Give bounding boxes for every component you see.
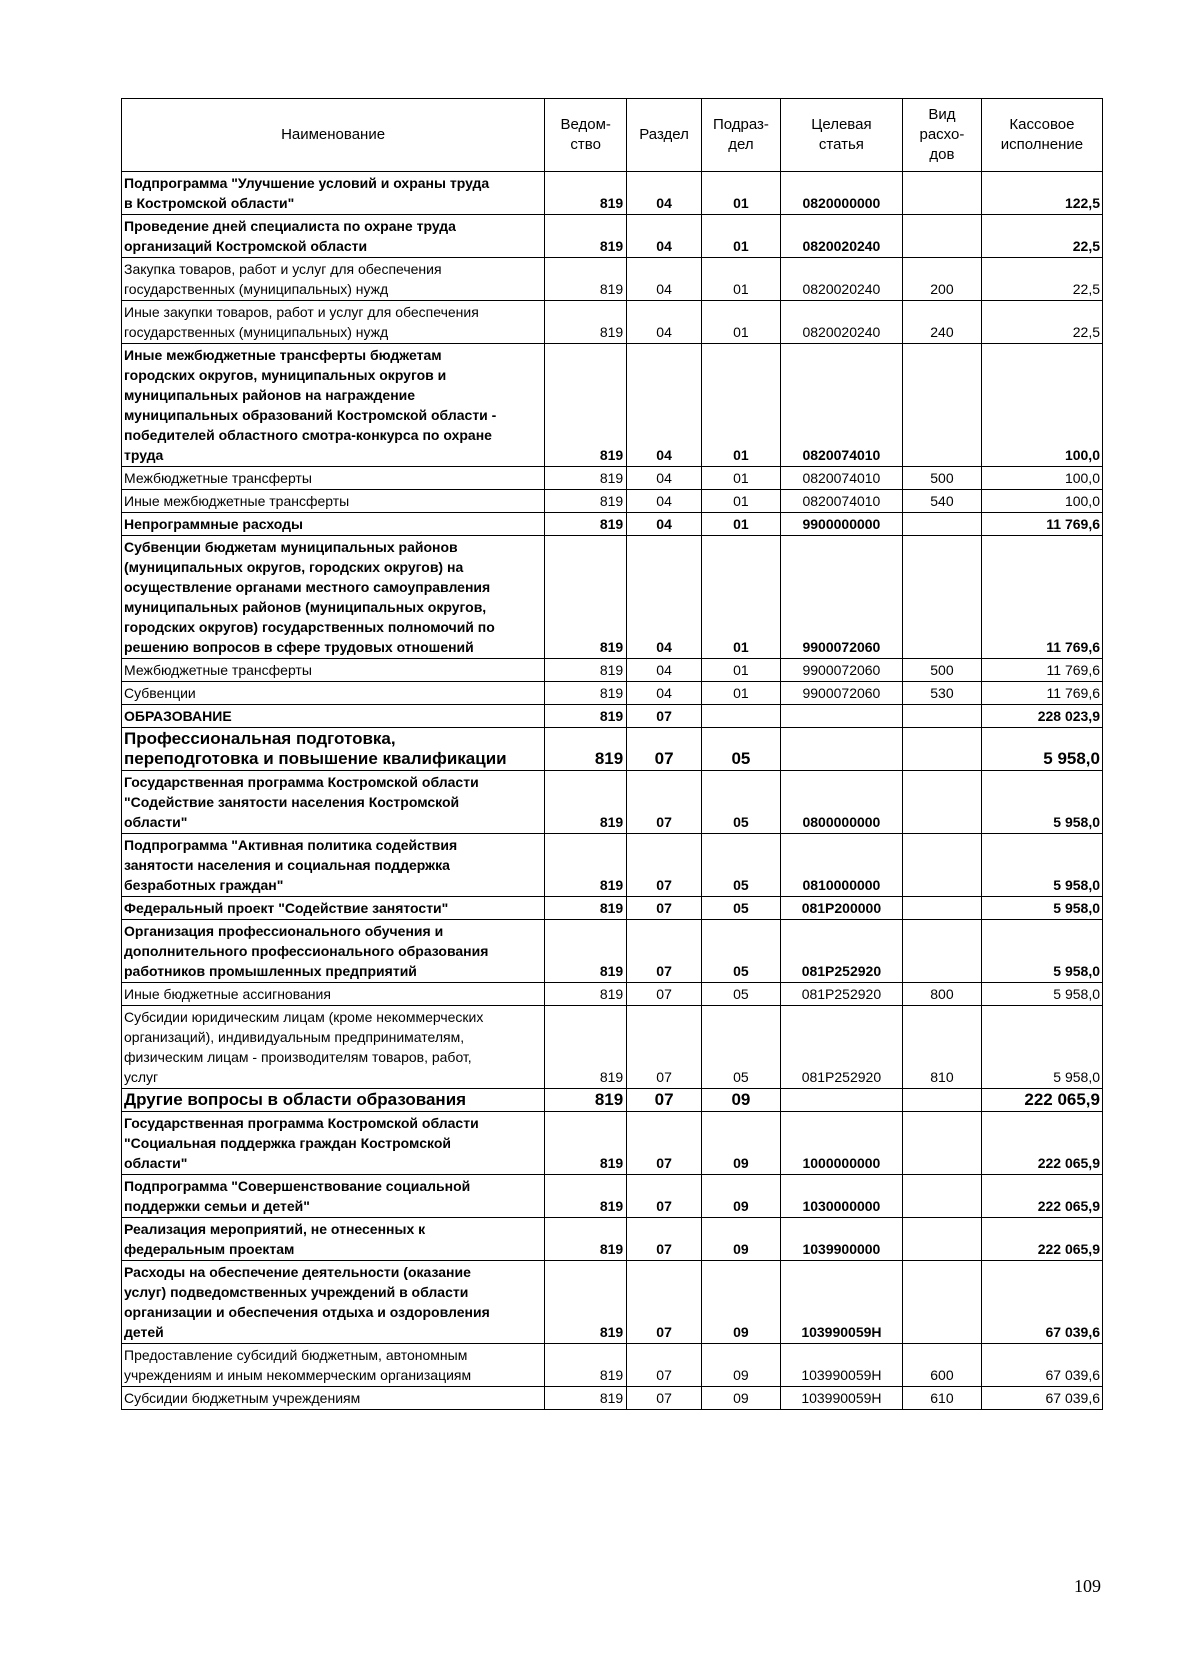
cell-podrazdel: 05 — [701, 771, 780, 834]
cell-name: Иные закупки товаров, работ и услуг для обеспечения государственных (муниципальных) нужд — [122, 301, 545, 344]
cell-kassovoe-ispolnenie: 67 039,6 — [981, 1261, 1102, 1344]
cell-podrazdel: 09 — [701, 1344, 780, 1387]
table-row — [122, 659, 1103, 682]
cell-razdel: 07 — [627, 1175, 702, 1218]
cell-celevaya-statya: 9900072060 — [780, 536, 902, 659]
cell-kassovoe-ispolnenie: 100,0 — [981, 490, 1102, 513]
table-header-row — [122, 99, 1103, 172]
cell-razdel: 04 — [627, 215, 702, 258]
cell-razdel: 07 — [627, 728, 702, 771]
cell-vid-rashodov — [902, 705, 981, 728]
header-vedomstvo: Ведом- ство — [545, 99, 627, 172]
cell-vid-rashodov — [902, 513, 981, 536]
header-name: Наименование — [122, 99, 545, 172]
cell-celevaya-statya: 0820074010 — [780, 344, 902, 467]
cell-name: Профессиональная подготовка, переподготовка и повышение квалификации — [122, 728, 545, 771]
cell-celevaya-statya: 0820020240 — [780, 215, 902, 258]
cell-kassovoe-ispolnenie: 100,0 — [981, 467, 1102, 490]
cell-kassovoe-ispolnenie: 5 958,0 — [981, 728, 1102, 771]
cell-name: Иные межбюджетные трансферты бюджетам городских округов, муниципальных округов и муниципальных районов на награждение муниципальных образований Костромской области - победителей областного смотра-конкурса по охране труда — [122, 344, 545, 467]
cell-name: Проведение дней специалиста по охране труда организаций Костромской области — [122, 215, 545, 258]
cell-name: Субвенции бюджетам муниципальных районов (муниципальных округов, городских округов) на осуществление органами местного самоуправления муниципальных районов (муниципальных округов, городских округов) государственных полномочий по решению вопросов в сфере трудовых отношений — [122, 536, 545, 659]
cell-razdel: 07 — [627, 920, 702, 983]
cell-razdel: 07 — [627, 771, 702, 834]
cell-celevaya-statya: 0810000000 — [780, 834, 902, 897]
header-razdel: Раздел — [627, 99, 702, 172]
cell-kassovoe-ispolnenie: 22,5 — [981, 215, 1102, 258]
cell-name: Подпрограмма "Улучшение условий и охраны труда в Костромской области" — [122, 172, 545, 215]
header-podrazdel: Подраз- дел — [701, 99, 780, 172]
cell-kassovoe-ispolnenie: 5 958,0 — [981, 983, 1102, 1006]
cell-vedomstvo: 819 — [545, 467, 627, 490]
cell-celevaya-statya: 1030000000 — [780, 1175, 902, 1218]
cell-razdel: 04 — [627, 301, 702, 344]
cell-podrazdel: 01 — [701, 172, 780, 215]
cell-vedomstvo: 819 — [545, 728, 627, 771]
table-row — [122, 1175, 1103, 1218]
cell-vid-rashodov: 240 — [902, 301, 981, 344]
cell-celevaya-statya: 081P252920 — [780, 983, 902, 1006]
cell-name: Закупка товаров, работ и услуг для обеспечения государственных (муниципальных) нужд — [122, 258, 545, 301]
cell-name: Иные межбюджетные трансферты — [122, 490, 545, 513]
cell-vid-rashodov — [902, 897, 981, 920]
cell-kassovoe-ispolnenie: 22,5 — [981, 301, 1102, 344]
table-row — [122, 1089, 1103, 1112]
table-row — [122, 897, 1103, 920]
header-vid-rashodov: Вид расхо- дов — [902, 99, 981, 172]
cell-celevaya-statya: 103990059Н — [780, 1344, 902, 1387]
cell-celevaya-statya — [780, 728, 902, 771]
table-row — [122, 771, 1103, 834]
cell-podrazdel: 01 — [701, 513, 780, 536]
table-row — [122, 1261, 1103, 1344]
cell-name: Подпрограмма "Активная политика содействия занятости населения и социальная поддержка безработных граждан" — [122, 834, 545, 897]
cell-name: Субсидии юридическим лицам (кроме некоммерческих организаций), индивидуальным предпринимателям, физическим лицам - производителям товаров, работ, услуг — [122, 1006, 545, 1089]
cell-podrazdel: 01 — [701, 490, 780, 513]
cell-celevaya-statya: 0800000000 — [780, 771, 902, 834]
table-body — [122, 172, 1103, 1410]
cell-podrazdel: 05 — [701, 834, 780, 897]
cell-kassovoe-ispolnenie: 11 769,6 — [981, 513, 1102, 536]
cell-razdel: 04 — [627, 172, 702, 215]
cell-vid-rashodov: 810 — [902, 1006, 981, 1089]
cell-razdel: 04 — [627, 467, 702, 490]
cell-name: Субсидии бюджетным учреждениям — [122, 1387, 545, 1410]
cell-podrazdel: 05 — [701, 728, 780, 771]
cell-name: Непрограммные расходы — [122, 513, 545, 536]
budget-table — [121, 98, 1103, 1410]
cell-razdel: 07 — [627, 897, 702, 920]
cell-celevaya-statya: 0820074010 — [780, 490, 902, 513]
cell-podrazdel: 01 — [701, 682, 780, 705]
cell-razdel: 04 — [627, 490, 702, 513]
cell-name: Подпрограмма "Совершенствование социальной поддержки семьи и детей" — [122, 1175, 545, 1218]
table-row — [122, 1112, 1103, 1175]
cell-vedomstvo: 819 — [545, 344, 627, 467]
table-row — [122, 1006, 1103, 1089]
cell-razdel: 04 — [627, 536, 702, 659]
cell-celevaya-statya: 1039900000 — [780, 1218, 902, 1261]
cell-vid-rashodov: 610 — [902, 1387, 981, 1410]
cell-podrazdel: 01 — [701, 467, 780, 490]
cell-razdel: 04 — [627, 258, 702, 301]
cell-vedomstvo: 819 — [545, 172, 627, 215]
table-row — [122, 1344, 1103, 1387]
cell-podrazdel: 05 — [701, 983, 780, 1006]
cell-vid-rashodov — [902, 728, 981, 771]
cell-vid-rashodov — [902, 834, 981, 897]
cell-name: Межбюджетные трансферты — [122, 659, 545, 682]
cell-celevaya-statya: 9900072060 — [780, 659, 902, 682]
cell-vid-rashodov: 500 — [902, 467, 981, 490]
cell-razdel: 07 — [627, 1006, 702, 1089]
table-row — [122, 172, 1103, 215]
cell-celevaya-statya: 0820020240 — [780, 258, 902, 301]
cell-celevaya-statya: 0820000000 — [780, 172, 902, 215]
cell-vid-rashodov: 530 — [902, 682, 981, 705]
cell-razdel: 07 — [627, 1112, 702, 1175]
cell-razdel: 07 — [627, 1387, 702, 1410]
cell-podrazdel: 05 — [701, 1006, 780, 1089]
cell-vid-rashodov — [902, 771, 981, 834]
cell-celevaya-statya: 081P252920 — [780, 1006, 902, 1089]
cell-kassovoe-ispolnenie: 122,5 — [981, 172, 1102, 215]
cell-podrazdel: 09 — [701, 1387, 780, 1410]
cell-razdel: 04 — [627, 682, 702, 705]
cell-razdel: 07 — [627, 1261, 702, 1344]
cell-vedomstvo: 819 — [545, 897, 627, 920]
cell-vedomstvo: 819 — [545, 490, 627, 513]
cell-vid-rashodov: 800 — [902, 983, 981, 1006]
cell-vedomstvo: 819 — [545, 301, 627, 344]
cell-podrazdel: 09 — [701, 1175, 780, 1218]
cell-podrazdel: 09 — [701, 1089, 780, 1112]
table-row — [122, 1218, 1103, 1261]
cell-podrazdel: 05 — [701, 897, 780, 920]
cell-celevaya-statya: 081P200000 — [780, 897, 902, 920]
cell-razdel: 07 — [627, 1218, 702, 1261]
cell-kassovoe-ispolnenie: 11 769,6 — [981, 659, 1102, 682]
cell-razdel: 07 — [627, 983, 702, 1006]
cell-vedomstvo: 819 — [545, 983, 627, 1006]
cell-name: Государственная программа Костромской области "Социальная поддержка граждан Костромской области" — [122, 1112, 545, 1175]
cell-kassovoe-ispolnenie: 100,0 — [981, 344, 1102, 467]
cell-kassovoe-ispolnenie: 67 039,6 — [981, 1344, 1102, 1387]
cell-razdel: 04 — [627, 513, 702, 536]
table-row — [122, 490, 1103, 513]
cell-name: Расходы на обеспечение деятельности (оказание услуг) подведомственных учреждений в области организации и обеспечения отдыха и оздоровления детей — [122, 1261, 545, 1344]
cell-vedomstvo: 819 — [545, 1175, 627, 1218]
cell-razdel: 04 — [627, 344, 702, 467]
cell-vedomstvo: 819 — [545, 1344, 627, 1387]
table-row — [122, 728, 1103, 771]
cell-name: Реализация мероприятий, не отнесенных к федеральным проектам — [122, 1218, 545, 1261]
cell-razdel: 07 — [627, 1089, 702, 1112]
table-row — [122, 215, 1103, 258]
cell-name: Субвенции — [122, 682, 545, 705]
cell-celevaya-statya: 103990059Н — [780, 1261, 902, 1344]
table-row — [122, 682, 1103, 705]
cell-vid-rashodov — [902, 1175, 981, 1218]
cell-vid-rashodov — [902, 1261, 981, 1344]
cell-podrazdel — [701, 705, 780, 728]
cell-kassovoe-ispolnenie: 222 065,9 — [981, 1218, 1102, 1261]
cell-kassovoe-ispolnenie: 222 065,9 — [981, 1112, 1102, 1175]
cell-celevaya-statya: 9900000000 — [780, 513, 902, 536]
cell-kassovoe-ispolnenie: 5 958,0 — [981, 1006, 1102, 1089]
cell-kassovoe-ispolnenie: 5 958,0 — [981, 834, 1102, 897]
cell-vedomstvo: 819 — [545, 1006, 627, 1089]
cell-name: ОБРАЗОВАНИЕ — [122, 705, 545, 728]
cell-vedomstvo: 819 — [545, 1112, 627, 1175]
table-row — [122, 705, 1103, 728]
cell-vedomstvo: 819 — [545, 536, 627, 659]
cell-vid-rashodov — [902, 536, 981, 659]
table-row — [122, 258, 1103, 301]
cell-podrazdel: 01 — [701, 215, 780, 258]
cell-podrazdel: 01 — [701, 536, 780, 659]
cell-name: Другие вопросы в области образования — [122, 1089, 545, 1112]
cell-podrazdel: 09 — [701, 1261, 780, 1344]
cell-vedomstvo: 819 — [545, 659, 627, 682]
cell-podrazdel: 09 — [701, 1112, 780, 1175]
cell-podrazdel: 09 — [701, 1218, 780, 1261]
cell-vedomstvo: 819 — [545, 1218, 627, 1261]
cell-razdel: 04 — [627, 659, 702, 682]
cell-vid-rashodov: 500 — [902, 659, 981, 682]
cell-name: Предоставление субсидий бюджетным, автономным учреждениям и иным некоммерческим организациям — [122, 1344, 545, 1387]
cell-kassovoe-ispolnenie: 5 958,0 — [981, 897, 1102, 920]
cell-vedomstvo: 819 — [545, 1387, 627, 1410]
cell-vedomstvo: 819 — [545, 258, 627, 301]
table-row — [122, 920, 1103, 983]
cell-kassovoe-ispolnenie: 5 958,0 — [981, 771, 1102, 834]
cell-vedomstvo: 819 — [545, 215, 627, 258]
cell-vid-rashodov — [902, 1089, 981, 1112]
table-row — [122, 467, 1103, 490]
header-celevaya-statya: Целевая статья — [780, 99, 902, 172]
cell-celevaya-statya: 0820074010 — [780, 467, 902, 490]
cell-vid-rashodov — [902, 1112, 981, 1175]
cell-vedomstvo: 819 — [545, 705, 627, 728]
cell-podrazdel: 01 — [701, 344, 780, 467]
cell-podrazdel: 05 — [701, 920, 780, 983]
cell-celevaya-statya: 1000000000 — [780, 1112, 902, 1175]
cell-kassovoe-ispolnenie: 22,5 — [981, 258, 1102, 301]
cell-celevaya-statya — [780, 705, 902, 728]
cell-name: Организация профессионального обучения и дополнительного профессионального образования работников промышленных предприятий — [122, 920, 545, 983]
cell-vedomstvo: 819 — [545, 513, 627, 536]
cell-vedomstvo: 819 — [545, 1089, 627, 1112]
cell-podrazdel: 01 — [701, 301, 780, 344]
table-row — [122, 301, 1103, 344]
cell-vid-rashodov: 200 — [902, 258, 981, 301]
cell-kassovoe-ispolnenie: 5 958,0 — [981, 920, 1102, 983]
cell-razdel: 07 — [627, 834, 702, 897]
table-row — [122, 834, 1103, 897]
cell-vid-rashodov — [902, 920, 981, 983]
cell-vedomstvo: 819 — [545, 1261, 627, 1344]
cell-razdel: 07 — [627, 705, 702, 728]
cell-kassovoe-ispolnenie: 11 769,6 — [981, 682, 1102, 705]
cell-kassovoe-ispolnenie: 67 039,6 — [981, 1387, 1102, 1410]
page-number: 109 — [1074, 1576, 1101, 1596]
cell-kassovoe-ispolnenie: 222 065,9 — [981, 1175, 1102, 1218]
cell-celevaya-statya: 081P252920 — [780, 920, 902, 983]
cell-vid-rashodov — [902, 215, 981, 258]
cell-name: Федеральный проект "Содействие занятости" — [122, 897, 545, 920]
cell-podrazdel: 01 — [701, 258, 780, 301]
cell-name: Межбюджетные трансферты — [122, 467, 545, 490]
cell-vid-rashodov — [902, 344, 981, 467]
table-row — [122, 1387, 1103, 1410]
header-kassovoe-ispolnenie: Кассовое исполнение — [981, 99, 1102, 172]
cell-kassovoe-ispolnenie: 228 023,9 — [981, 705, 1102, 728]
cell-vid-rashodov: 600 — [902, 1344, 981, 1387]
cell-vid-rashodov — [902, 172, 981, 215]
table-row — [122, 513, 1103, 536]
cell-vedomstvo: 819 — [545, 771, 627, 834]
cell-kassovoe-ispolnenie: 11 769,6 — [981, 536, 1102, 659]
cell-name: Иные бюджетные ассигнования — [122, 983, 545, 1006]
cell-name: Государственная программа Костромской области "Содействие занятости населения Костромской области" — [122, 771, 545, 834]
cell-podrazdel: 01 — [701, 659, 780, 682]
cell-celevaya-statya: 9900072060 — [780, 682, 902, 705]
table-row — [122, 983, 1103, 1006]
table-row — [122, 344, 1103, 467]
cell-vid-rashodov: 540 — [902, 490, 981, 513]
cell-razdel: 07 — [627, 1344, 702, 1387]
cell-vedomstvo: 819 — [545, 834, 627, 897]
cell-vedomstvo: 819 — [545, 682, 627, 705]
table-row — [122, 536, 1103, 659]
cell-vedomstvo: 819 — [545, 920, 627, 983]
cell-kassovoe-ispolnenie: 222 065,9 — [981, 1089, 1102, 1112]
cell-celevaya-statya: 103990059Н — [780, 1387, 902, 1410]
cell-celevaya-statya — [780, 1089, 902, 1112]
cell-vid-rashodov — [902, 1218, 981, 1261]
cell-celevaya-statya: 0820020240 — [780, 301, 902, 344]
